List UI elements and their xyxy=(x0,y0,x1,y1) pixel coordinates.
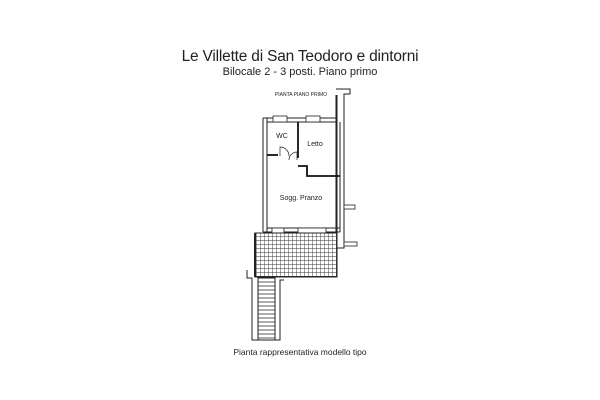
terrace xyxy=(255,233,337,277)
floor-label: PIANTA PIANO PRIMO xyxy=(274,92,328,98)
side-stubs xyxy=(344,205,357,246)
room-label-letto: Letto xyxy=(307,141,323,148)
wc-door xyxy=(280,147,297,160)
room-label-wc: WC xyxy=(276,133,288,140)
room-label-soggiorno: Sogg. Pranzo xyxy=(279,195,323,202)
staircase xyxy=(247,270,284,340)
page-subtitle: Bilocale 2 - 3 posti. Piano primo xyxy=(222,66,378,78)
plan-caption: Pianta rappresentativa modello tipo xyxy=(233,347,367,357)
windows-top xyxy=(273,116,320,122)
internal-walls xyxy=(267,122,340,176)
windows-bottom xyxy=(272,228,326,233)
page-title: Le Villette di San Teodoro e dintorni xyxy=(181,48,419,65)
